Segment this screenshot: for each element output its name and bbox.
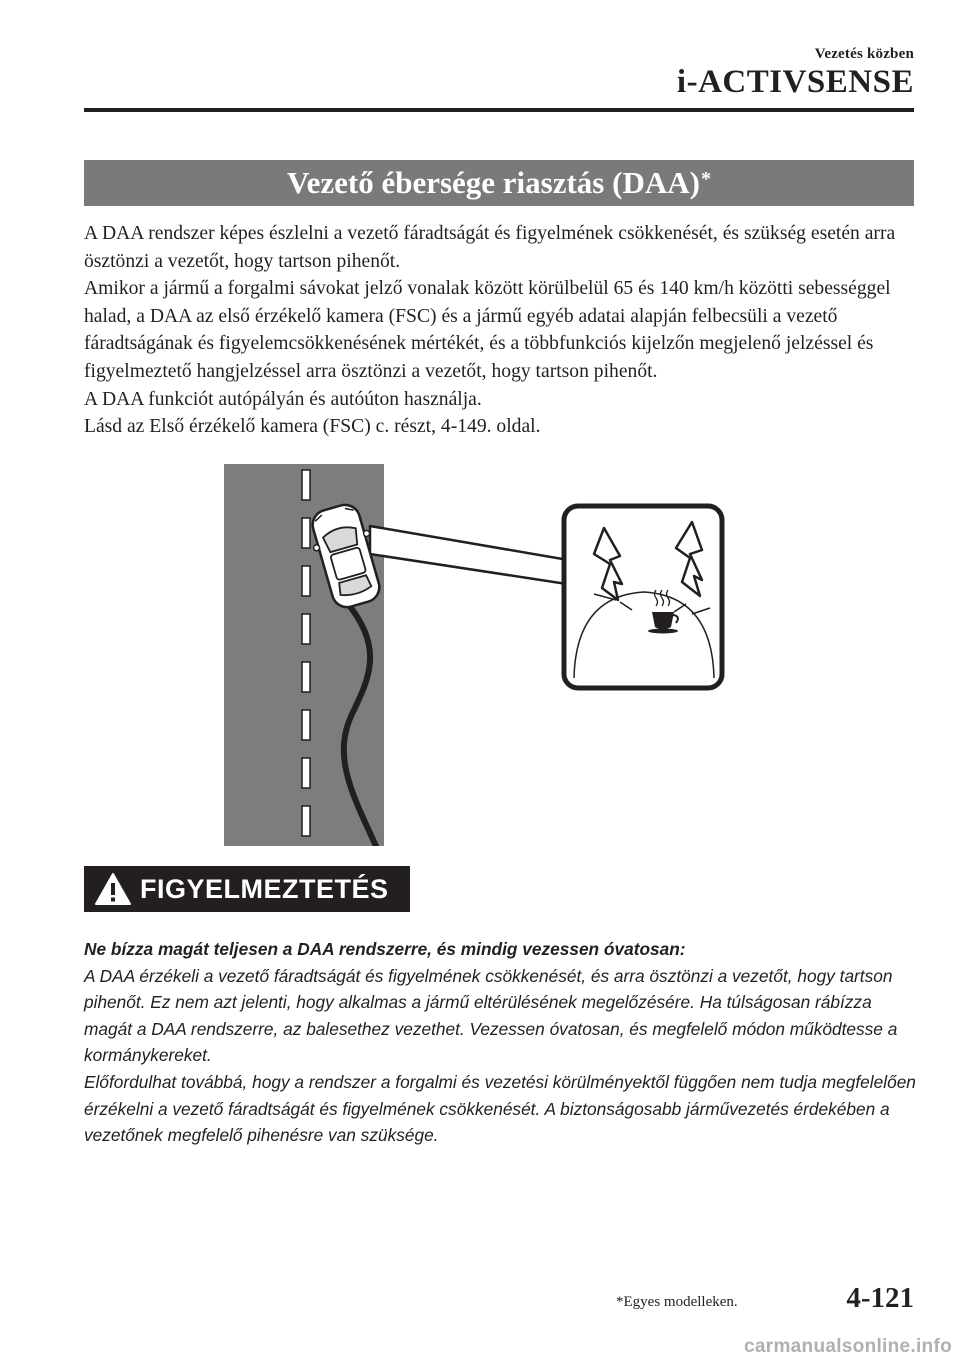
section-title-bar	[84, 160, 914, 206]
warning-body	[84, 936, 916, 1149]
multifunction-display	[564, 506, 722, 688]
section-header: Vezetés közben	[814, 46, 914, 62]
header-rule	[84, 108, 914, 112]
body-paragraph: A DAA funkciót autópályán és autóúton használja.	[84, 388, 482, 410]
warning-title: FIGYELMEZTETÉS	[140, 873, 389, 904]
body-paragraph: Lásd az Első érzékelő kamera (FSC) c. részt, 4-149. oldal.	[84, 416, 541, 438]
chapter-title: i-ACTIVSENSE	[676, 64, 914, 100]
body-text	[84, 220, 916, 441]
watermark: carmanualsonline.info	[744, 1336, 952, 1357]
alert-beam	[370, 526, 580, 586]
warning-lead: Ne bízza magát teljesen a DAA rendszerre, és mindig vezessen óvatosan:	[84, 939, 686, 959]
warning-label	[84, 866, 410, 912]
warning-triangle-icon	[94, 872, 132, 906]
daa-illustration	[224, 464, 728, 846]
body-paragraph: A DAA rendszer képes észlelni a vezető fáradtságát és figyelmének csökkenését, és szükség esetén arra ösztönzi a vezetőt, hogy tartson pihenőt.	[84, 223, 896, 272]
footnote: *Egyes modelleken.	[616, 1294, 738, 1310]
body-paragraph: Amikor a jármű a forgalmi sávokat jelző vonalak között körülbelül 65 és 140 km/h közötti sebességgel halad, a DAA az első érzékelő kamera (FSC) és a jármű egyéb adatai alapján felbecsüli a vezető fáradtságának és figyelemcsökkenésének mértékét, és a többfunkciós kijelzőn megjelenő jelzéssel és figyelmeztető hangjelzéssel arra ösztönzi a vezetőt, hogy tartson pihenőt.	[84, 278, 891, 382]
road-illustration	[224, 464, 728, 846]
warning-paragraph: Előfordulhat továbbá, hogy a rendszer a forgalmi és vezetési körülményektől függően nem tudja megfelelően érzékelni a vezető fáradtságát és figyelmének csökkenését. A biztonságosabb járművezetés érdekében a vezetőnek megfelelő pihenésre van szüksége.	[84, 1071, 916, 1146]
page-number: 4-121	[846, 1282, 914, 1314]
warning-paragraph: A DAA érzékeli a vezető fáradtságát és figyelmének csökkenését, és arra ösztönzi a vezetőt, hogy tartson pihenőt. Ez nem azt jelenti, hogy alkalmas a jármű eltérülésének megelőzésére. Ha túlságosan rábízza magát a DAA rendszerre, az balesethez vezethet. Vezessen óvatosan, és megfelelő módon működtesse a kormánykereket.	[84, 965, 898, 1066]
model-asterisk: *	[700, 167, 711, 190]
section-title: Vezető ébersége riasztás (DAA)	[287, 165, 700, 200]
